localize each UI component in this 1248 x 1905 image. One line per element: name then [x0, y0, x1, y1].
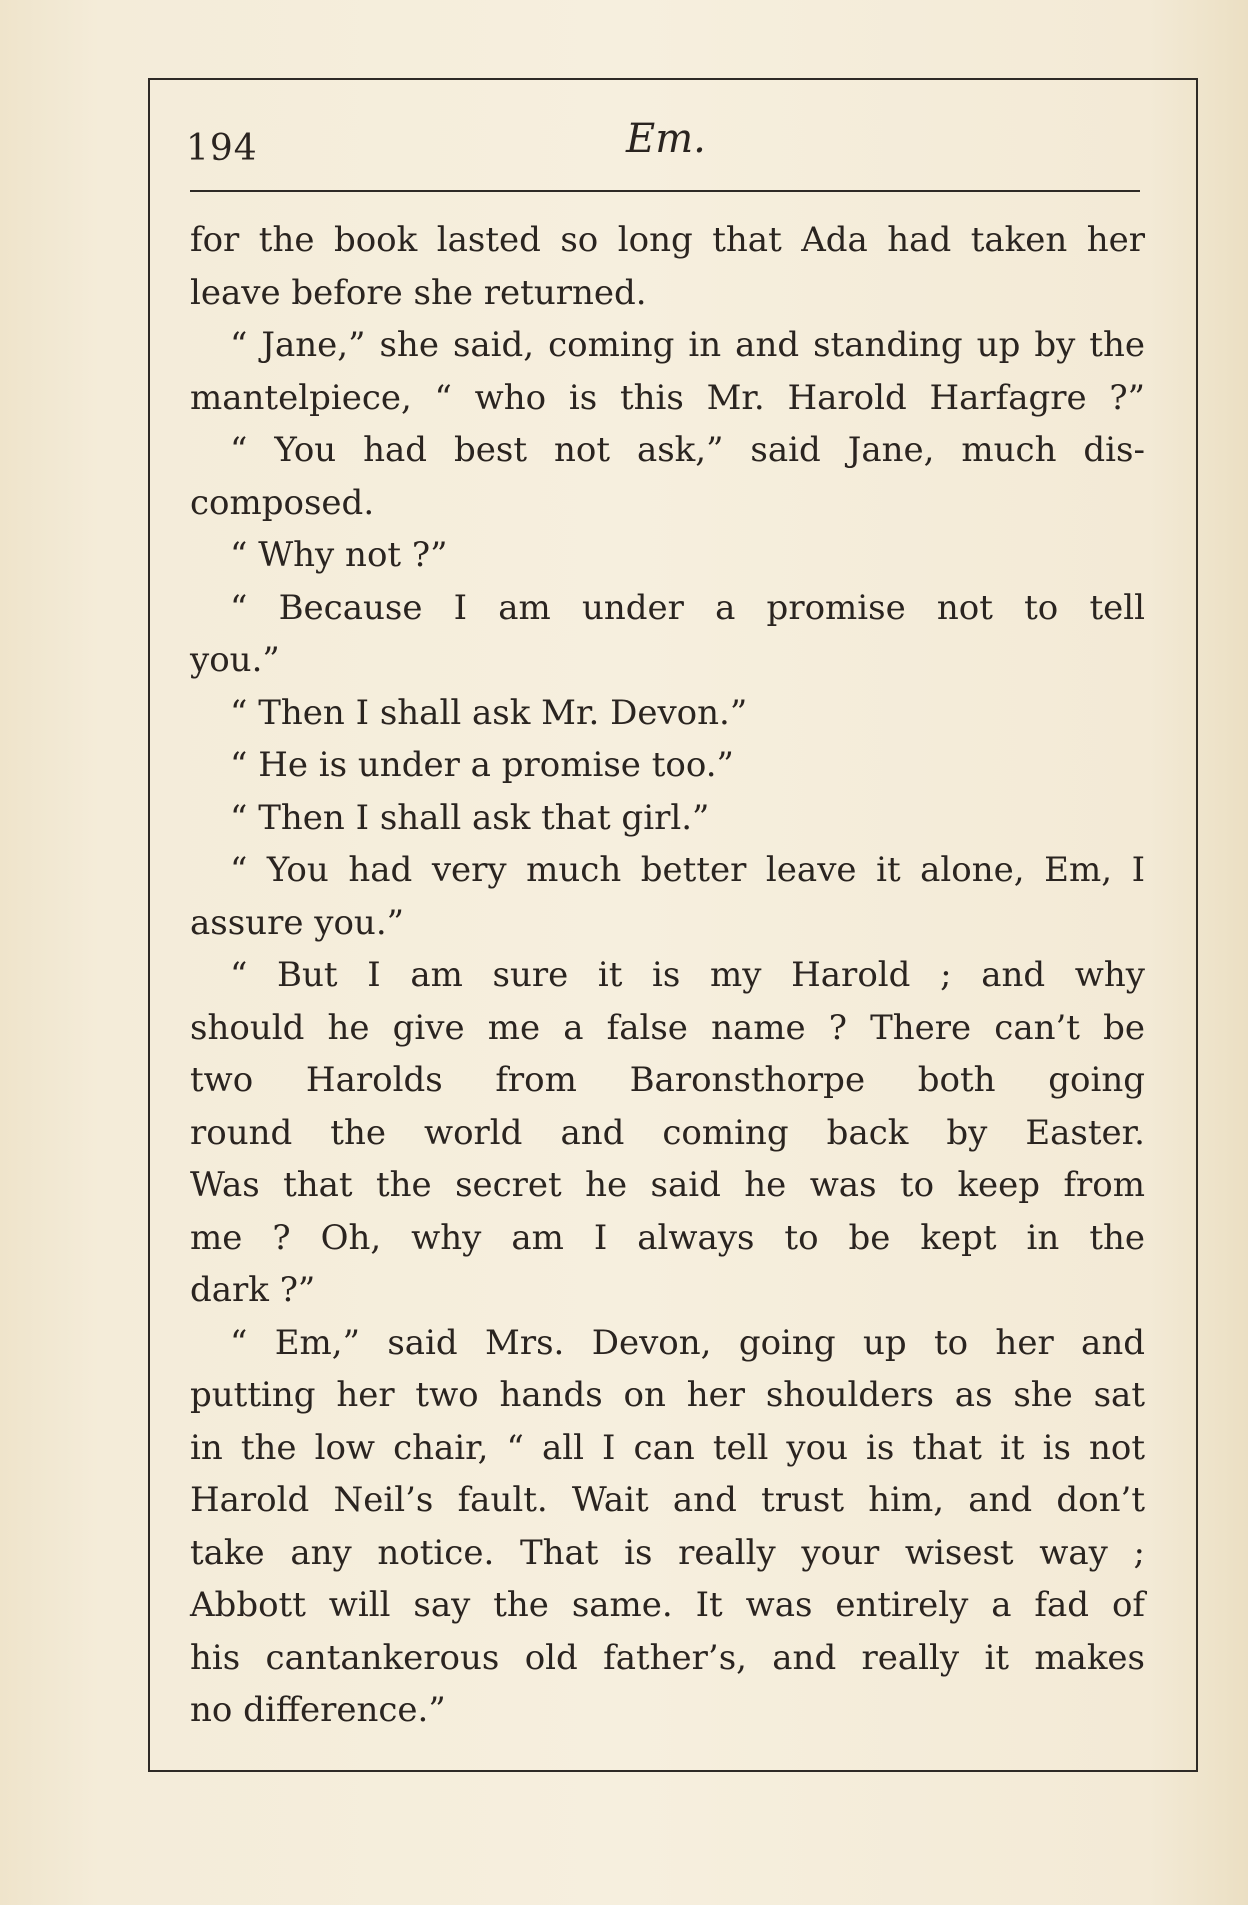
text-line: “ You had very much better leave it alone, Em, I	[230, 850, 1145, 890]
text-line: you.”	[190, 640, 280, 680]
text-line: “ Then I shall ask Mr. Devon.”	[230, 692, 748, 733]
text-line: Abbott will say the same. It was entirely a fad of	[190, 1585, 1145, 1625]
page-number: 194	[186, 128, 258, 169]
text-line: round the world and coming back by Easter.	[190, 1112, 1145, 1153]
running-title: Em.	[626, 116, 706, 162]
text-line: two Harolds from Baronsthorpe both going	[190, 1060, 1145, 1100]
text-line: no difference.”	[190, 1690, 446, 1730]
text-line: “ Because I am under a promise not to tell	[230, 587, 1145, 628]
text-line: “ Then I shall ask that girl.”	[230, 797, 710, 838]
text-line: “ You had best not ask,” said Jane, much dis-	[230, 430, 1145, 470]
text-line: Was that the secret he said he was to keep from	[190, 1165, 1145, 1205]
header-rule	[190, 190, 1140, 192]
text-line: for the book lasted so long that Ada had taken her	[190, 220, 1145, 260]
text-line: should he give me a false name ? There can’t be	[190, 1007, 1145, 1048]
text-line: “ Why not ?”	[230, 535, 448, 575]
text-line: Harold Neil’s fault. Wait and trust him, and don’t	[190, 1480, 1145, 1520]
text-line: leave before she returned.	[190, 272, 647, 313]
text-line: me ? Oh, why am I always to be kept in the	[190, 1217, 1145, 1258]
text-line: “ He is under a promise too.”	[230, 745, 734, 785]
text-line: mantelpiece, “ who is this Mr. Harold Harfagre ?”	[190, 377, 1145, 418]
text-line: “ But I am sure it is my Harold ; and why	[230, 955, 1145, 995]
text-line: in the low chair, “ all I can tell you is that it is not	[190, 1427, 1145, 1468]
text-line: putting her two hands on her shoulders as she sat	[190, 1375, 1145, 1415]
page-header	[186, 110, 1146, 196]
text-line: “ Jane,” she said, coming in and standing up by the	[230, 325, 1145, 365]
body-text	[190, 214, 1145, 1737]
text-line: composed.	[190, 482, 375, 523]
text-line: assure you.”	[190, 902, 405, 943]
text-line: dark ?”	[190, 1270, 316, 1310]
text-line: his cantankerous old father’s, and really it makes	[190, 1637, 1145, 1678]
text-line: “ Em,” said Mrs. Devon, going up to her and	[230, 1322, 1145, 1363]
text-line: take any notice. That is really your wisest way ;	[190, 1532, 1145, 1573]
